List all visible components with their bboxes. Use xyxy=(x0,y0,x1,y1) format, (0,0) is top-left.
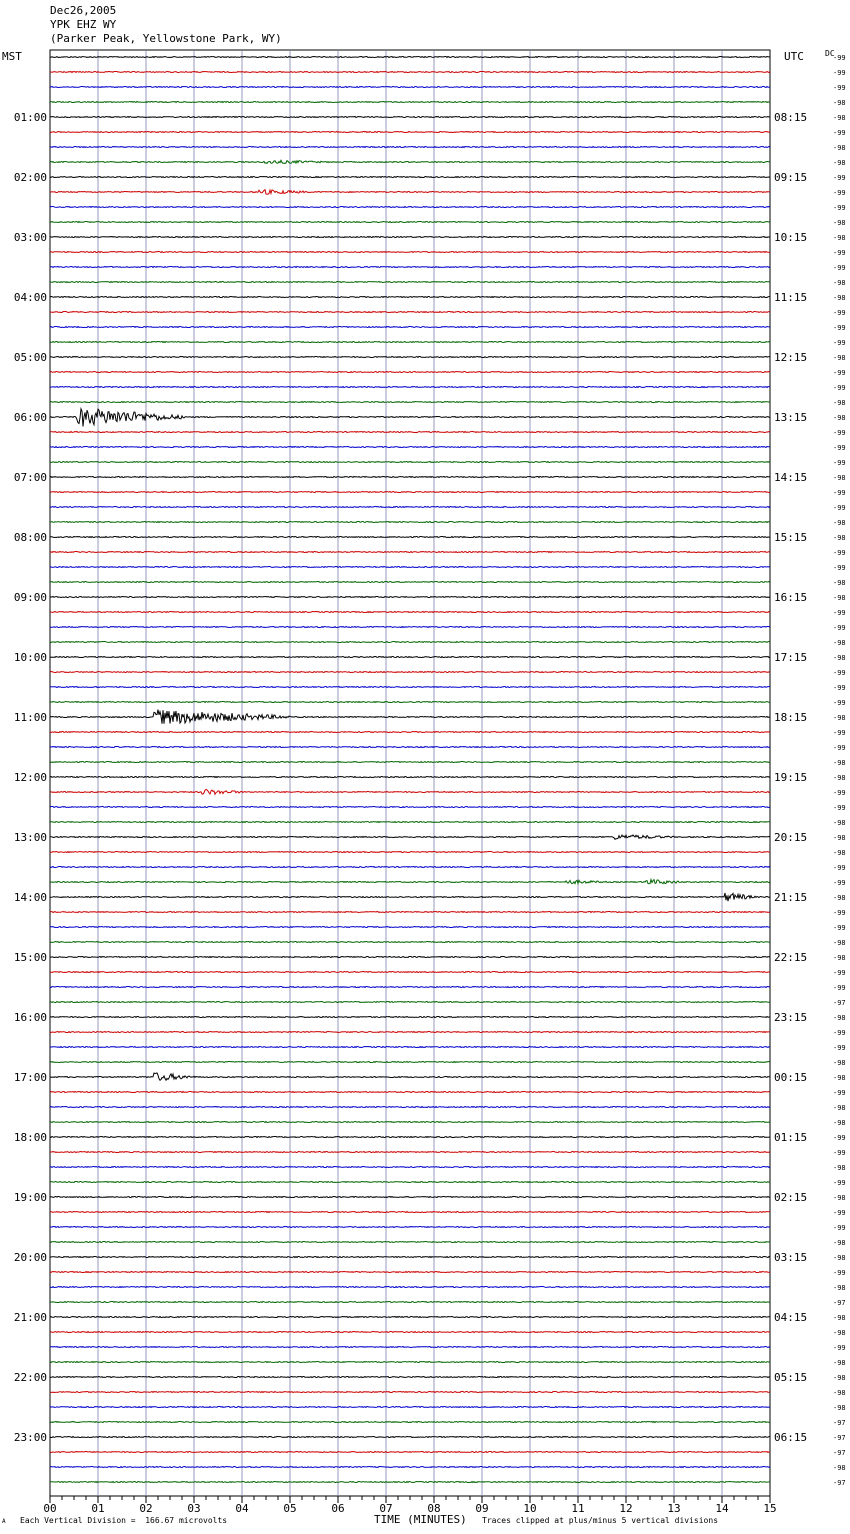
hour-label-utc: 22:15 xyxy=(774,951,808,964)
dc-offset-label: -99 xyxy=(833,189,846,197)
dc-offset-label: -98 xyxy=(833,1284,846,1292)
dc-offset-label: -99 xyxy=(833,444,846,452)
dc-offset-label: -98 xyxy=(833,1374,846,1382)
seismogram-trace xyxy=(50,657,770,658)
dc-offset-label: -98 xyxy=(833,639,846,647)
dc-offset-label: -98 xyxy=(833,1404,846,1412)
dc-offset-label: -97 xyxy=(833,1419,846,1427)
seismogram-trace xyxy=(50,160,770,163)
left-zone-label: MST xyxy=(2,50,22,63)
dc-offset-label: -98 xyxy=(833,1164,846,1172)
seismogram-trace xyxy=(50,807,770,808)
seismogram-trace xyxy=(50,790,770,795)
seismogram-trace xyxy=(50,342,770,343)
x-tick-label: 15 xyxy=(763,1502,777,1515)
x-tick-label: 09 xyxy=(475,1502,489,1515)
dc-offset-label: -99 xyxy=(833,309,846,317)
seismogram-trace xyxy=(50,1227,770,1228)
seismogram-trace xyxy=(50,1197,770,1198)
dc-offset-label: -98 xyxy=(833,99,846,107)
hour-label-mst: 21:00 xyxy=(13,1311,47,1324)
clip-note: Traces clipped at plus/minus 5 vertical divisions xyxy=(482,1516,719,1525)
dc-offset-label: -98 xyxy=(833,144,846,152)
x-tick-label: 13 xyxy=(667,1502,681,1515)
dc-offset-label: -99 xyxy=(833,549,846,557)
dc-offset-label: -99 xyxy=(833,249,846,257)
dc-offset-label: -98 xyxy=(833,1314,846,1322)
seismogram-trace xyxy=(50,1062,770,1063)
dc-offset-label: -99 xyxy=(833,969,846,977)
x-tick-label: 04 xyxy=(235,1502,249,1515)
seismogram-trace xyxy=(50,252,770,253)
hour-label-mst: 09:00 xyxy=(13,591,47,604)
seismogram-trace xyxy=(50,672,770,673)
header-location: (Parker Peak, Yellowstone Park, WY) xyxy=(50,32,282,45)
hour-label-utc: 13:15 xyxy=(774,411,808,424)
hour-label-utc: 06:15 xyxy=(774,1431,808,1444)
dc-offset-label: -98 xyxy=(833,1254,846,1262)
dc-offset-label: -99 xyxy=(833,864,846,872)
dc-offset-label: -99 xyxy=(833,339,846,347)
seismogram-trace xyxy=(50,1482,770,1483)
dc-offset-label: -98 xyxy=(833,474,846,482)
hour-label-mst: 14:00 xyxy=(13,891,47,904)
dc-offset-label: -99 xyxy=(833,624,846,632)
hour-label-utc: 01:15 xyxy=(774,1131,808,1144)
hour-label-mst: 10:00 xyxy=(13,651,47,664)
dc-offset-label: -99 xyxy=(833,1209,846,1217)
seismogram-trace xyxy=(50,1287,770,1288)
seismogram-trace xyxy=(50,1107,770,1108)
dc-offset-label: -99 xyxy=(833,69,846,77)
dc-offset-label: -98 xyxy=(833,534,846,542)
seismogram-trace xyxy=(50,357,770,358)
x-tick-label: 07 xyxy=(379,1502,393,1515)
hour-label-mst: 12:00 xyxy=(13,771,47,784)
seismogram-trace xyxy=(50,327,770,328)
dc-offset-label: -99 xyxy=(833,924,846,932)
dc-offset-label: -98 xyxy=(833,939,846,947)
hour-label-mst: 08:00 xyxy=(13,531,47,544)
seismogram-trace xyxy=(50,927,770,928)
dc-offset-label: -99 xyxy=(833,1224,846,1232)
x-tick-label: 10 xyxy=(523,1502,537,1515)
dc-offset-label: -99 xyxy=(833,744,846,752)
seismogram-trace xyxy=(50,492,770,493)
x-tick-label: 08 xyxy=(427,1502,441,1515)
seismogram-trace xyxy=(50,747,770,748)
seismogram-trace xyxy=(50,507,770,508)
dc-label: DC xyxy=(825,49,835,58)
hour-label-mst: 15:00 xyxy=(13,951,47,964)
seismogram-trace xyxy=(50,612,770,613)
seismogram-trace xyxy=(50,552,770,553)
seismogram-trace xyxy=(50,567,770,568)
dc-offset-label: -99 xyxy=(833,429,846,437)
dc-offset-label: -99 xyxy=(833,609,846,617)
seismogram-trace xyxy=(50,1347,770,1348)
hour-label-utc: 16:15 xyxy=(774,591,808,604)
hour-label-utc: 14:15 xyxy=(774,471,808,484)
seismogram-trace xyxy=(50,777,770,778)
seismogram-trace xyxy=(50,537,770,538)
seismogram-trace xyxy=(50,1167,770,1168)
seismogram-trace xyxy=(50,1272,770,1273)
seismogram-trace xyxy=(50,387,770,388)
seismogram-trace xyxy=(50,835,770,839)
x-axis-label: TIME (MINUTES) xyxy=(374,1513,467,1526)
dc-offset-label: -98 xyxy=(833,1059,846,1067)
dc-offset-label: -98 xyxy=(833,354,846,362)
seismogram-trace xyxy=(50,207,770,208)
dc-offset-label: -97 xyxy=(833,999,846,1007)
dc-offset-label: -99 xyxy=(833,1029,846,1037)
seismogram-trace xyxy=(50,582,770,583)
seismogram-trace xyxy=(50,1467,770,1468)
x-tick-label: 03 xyxy=(187,1502,201,1515)
seismogram-trace xyxy=(50,710,770,724)
dc-offset-label: -98 xyxy=(833,234,846,242)
dc-offset-label: -99 xyxy=(833,324,846,332)
hour-label-mst: 22:00 xyxy=(13,1371,47,1384)
seismogram-trace xyxy=(50,522,770,523)
hour-label-utc: 17:15 xyxy=(774,651,808,664)
dc-offset-label: -99 xyxy=(833,1044,846,1052)
x-tick-label: 05 xyxy=(283,1502,297,1515)
seismogram-trace xyxy=(50,1242,770,1243)
seismogram-trace xyxy=(50,687,770,688)
seismogram-trace xyxy=(50,942,770,943)
dc-offset-label: -98 xyxy=(833,399,846,407)
seismogram-trace xyxy=(50,1122,770,1123)
dc-offset-label: -99 xyxy=(833,54,846,62)
dc-offset-label: -98 xyxy=(833,219,846,227)
seismogram-trace xyxy=(50,447,770,448)
dc-offset-label: -99 xyxy=(833,729,846,737)
dc-offset-label: -99 xyxy=(833,699,846,707)
dc-offset-label: -97 xyxy=(833,1479,846,1487)
dc-offset-label: -98 xyxy=(833,894,846,902)
x-tick-label: 00 xyxy=(43,1502,57,1515)
seismogram-trace xyxy=(50,1032,770,1033)
x-tick-label: 01 xyxy=(91,1502,105,1515)
seismogram-trace xyxy=(50,1362,770,1363)
header-date: Dec26,2005 xyxy=(50,4,117,17)
hour-label-utc: 18:15 xyxy=(774,711,808,724)
seismogram-trace xyxy=(50,1452,770,1453)
hour-label-utc: 04:15 xyxy=(774,1311,808,1324)
seismogram-trace xyxy=(50,852,770,853)
seismogram-trace xyxy=(50,1302,770,1303)
seismogram-trace xyxy=(50,987,770,988)
seismogram-trace xyxy=(50,1212,770,1213)
hour-label-utc: 05:15 xyxy=(774,1371,808,1384)
seismogram-trace xyxy=(50,132,770,133)
seismogram-trace xyxy=(50,893,770,901)
dc-offset-label: -98 xyxy=(833,1014,846,1022)
dc-offset-label: -98 xyxy=(833,714,846,722)
seismogram-trace xyxy=(50,1092,770,1093)
seismogram-trace xyxy=(50,402,770,403)
dc-offset-label: -99 xyxy=(833,1089,846,1097)
seismogram-trace xyxy=(50,267,770,268)
dc-offset-label: -99 xyxy=(833,804,846,812)
hour-label-utc: 10:15 xyxy=(774,231,808,244)
corner-mark: A xyxy=(2,1518,6,1525)
seismogram-trace xyxy=(50,732,770,733)
seismogram-trace xyxy=(50,312,770,313)
seismogram-trace xyxy=(50,177,770,178)
seismogram-trace xyxy=(50,1257,770,1258)
hour-label-mst: 04:00 xyxy=(13,291,47,304)
dc-offset-label: -99 xyxy=(833,909,846,917)
x-tick-label: 14 xyxy=(715,1502,729,1515)
seismogram-trace xyxy=(50,72,770,73)
dc-offset-label: -98 xyxy=(833,579,846,587)
seismogram-trace xyxy=(50,1422,770,1423)
seismogram-trace xyxy=(50,372,770,373)
seismogram-trace xyxy=(50,1002,770,1003)
seismogram-trace xyxy=(50,1017,770,1018)
dc-offset-label: -99 xyxy=(833,504,846,512)
seismogram-trace xyxy=(50,117,770,118)
seismogram-trace xyxy=(50,1332,770,1333)
dc-offset-label: -99 xyxy=(833,459,846,467)
dc-offset-label: -99 xyxy=(833,789,846,797)
dc-offset-label: -98 xyxy=(833,414,846,422)
dc-offset-label: -99 xyxy=(833,1344,846,1352)
hour-label-utc: 09:15 xyxy=(774,171,808,184)
dc-offset-label: -99 xyxy=(833,84,846,92)
hour-label-mst: 11:00 xyxy=(13,711,47,724)
trace-layer xyxy=(50,57,770,1483)
seismogram-trace xyxy=(50,880,770,884)
seismogram-trace xyxy=(50,409,770,427)
dc-offset-label: -99 xyxy=(833,1179,846,1187)
seismogram-trace xyxy=(50,222,770,223)
x-tick-label: 11 xyxy=(571,1502,585,1515)
hour-label-utc: 08:15 xyxy=(774,111,808,124)
dc-offset-label: -99 xyxy=(833,174,846,182)
dc-offset-label: -99 xyxy=(833,1149,846,1157)
dc-offset-label: -98 xyxy=(833,1104,846,1112)
hour-label-mst: 13:00 xyxy=(13,831,47,844)
seismogram-trace xyxy=(50,1047,770,1048)
header-station: YPK EHZ WY xyxy=(50,18,117,31)
seismogram-trace xyxy=(50,57,770,58)
hour-label-mst: 23:00 xyxy=(13,1431,47,1444)
hour-label-utc: 12:15 xyxy=(774,351,808,364)
dc-offset-label: -98 xyxy=(833,819,846,827)
dc-offset-label: -99 xyxy=(833,564,846,572)
dc-offset-label: -98 xyxy=(833,159,846,167)
seismogram-trace xyxy=(50,822,770,823)
seismogram-trace xyxy=(50,702,770,703)
hour-label-mst: 07:00 xyxy=(13,471,47,484)
dc-offset-label: -98 xyxy=(833,834,846,842)
dc-offset-label: -98 xyxy=(833,1194,846,1202)
seismogram-trace xyxy=(50,1407,770,1408)
dc-offset-label: -97 xyxy=(833,1434,846,1442)
dc-offset-label: -98 xyxy=(833,519,846,527)
dc-offset-label: -99 xyxy=(833,984,846,992)
seismogram-trace xyxy=(50,282,770,283)
right-zone-label: UTC xyxy=(784,50,804,63)
seismogram-trace xyxy=(50,190,770,195)
dc-offset-label: -99 xyxy=(833,369,846,377)
seismogram-trace xyxy=(50,972,770,973)
dc-offset-label: -99 xyxy=(833,669,846,677)
hour-label-mst: 17:00 xyxy=(13,1071,47,1084)
seismogram-trace xyxy=(50,477,770,478)
dc-offset-label: -98 xyxy=(833,114,846,122)
dc-offset-label: -98 xyxy=(833,1464,846,1472)
dc-offset-label: -99 xyxy=(833,204,846,212)
dc-offset-label: -99 xyxy=(833,879,846,887)
x-tick-label: 12 xyxy=(619,1502,633,1515)
seismogram-trace xyxy=(50,297,770,298)
dc-offset-label: -99 xyxy=(833,1134,846,1142)
hour-label-mst: 01:00 xyxy=(13,111,47,124)
dc-offset-label: -98 xyxy=(833,1074,846,1082)
seismogram-trace xyxy=(50,867,770,868)
dc-offset-label: -98 xyxy=(833,759,846,767)
dc-offset-label: -98 xyxy=(833,594,846,602)
dc-offset-label: -97 xyxy=(833,1299,846,1307)
dc-offset-label: -99 xyxy=(833,384,846,392)
seismogram-trace xyxy=(50,1377,770,1378)
hour-label-utc: 19:15 xyxy=(774,771,808,784)
hour-label-utc: 00:15 xyxy=(774,1071,808,1084)
hour-label-mst: 16:00 xyxy=(13,1011,47,1024)
x-tick-label: 06 xyxy=(331,1502,345,1515)
dc-offset-label: -98 xyxy=(833,654,846,662)
dc-offset-label: -98 xyxy=(833,1119,846,1127)
hour-label-mst: 20:00 xyxy=(13,1251,47,1264)
seismogram-trace xyxy=(50,1073,770,1080)
dc-offset-label: -99 xyxy=(833,1269,846,1277)
dc-offset-label: -99 xyxy=(833,684,846,692)
seismogram-trace xyxy=(50,1182,770,1183)
seismogram-trace xyxy=(50,1392,770,1393)
dc-offset-label: -98 xyxy=(833,1359,846,1367)
dc-offset-label: -98 xyxy=(833,279,846,287)
dc-offset-label: -98 xyxy=(833,1389,846,1397)
hour-label-mst: 19:00 xyxy=(13,1191,47,1204)
seismogram-trace xyxy=(50,597,770,598)
hour-label-mst: 02:00 xyxy=(13,171,47,184)
dc-offset-label: -99 xyxy=(833,264,846,272)
seismogram-trace xyxy=(50,627,770,628)
hour-label-utc: 20:15 xyxy=(774,831,808,844)
dc-offset-label: -99 xyxy=(833,489,846,497)
hour-label-mst: 18:00 xyxy=(13,1131,47,1144)
seismogram-trace xyxy=(50,147,770,148)
dc-offset-label: -98 xyxy=(833,774,846,782)
hour-label-utc: 02:15 xyxy=(774,1191,808,1204)
seismogram-trace xyxy=(50,462,770,463)
seismogram-trace xyxy=(50,1317,770,1318)
seismogram-trace xyxy=(50,1137,770,1138)
seismogram-trace xyxy=(50,642,770,643)
dc-offset-label: -98 xyxy=(833,294,846,302)
hour-label-mst: 06:00 xyxy=(13,411,47,424)
dc-offset-label: -99 xyxy=(833,129,846,137)
seismogram-trace xyxy=(50,432,770,433)
division-note: Each Vertical Division = 166.67 microvolts xyxy=(20,1516,228,1525)
dc-offset-label: -98 xyxy=(833,1329,846,1337)
seismogram-trace xyxy=(50,912,770,913)
dc-offset-label: -98 xyxy=(833,954,846,962)
x-tick-label: 02 xyxy=(139,1502,153,1515)
seismogram-trace xyxy=(50,762,770,763)
hour-label-utc: 03:15 xyxy=(774,1251,808,1264)
seismogram-trace xyxy=(50,1152,770,1153)
dc-offset-label: -97 xyxy=(833,1449,846,1457)
seismogram-trace xyxy=(50,87,770,88)
hour-label-mst: 03:00 xyxy=(13,231,47,244)
hour-label-mst: 05:00 xyxy=(13,351,47,364)
hour-label-utc: 11:15 xyxy=(774,291,808,304)
dc-offset-label: -98 xyxy=(833,849,846,857)
seismogram-trace xyxy=(50,102,770,103)
seismogram-trace xyxy=(50,237,770,238)
hour-label-utc: 15:15 xyxy=(774,531,808,544)
dc-offset-label: -98 xyxy=(833,1239,846,1247)
hour-label-utc: 23:15 xyxy=(774,1011,808,1024)
seismogram-trace xyxy=(50,957,770,958)
seismogram-trace xyxy=(50,1437,770,1438)
hour-label-utc: 21:15 xyxy=(774,891,808,904)
